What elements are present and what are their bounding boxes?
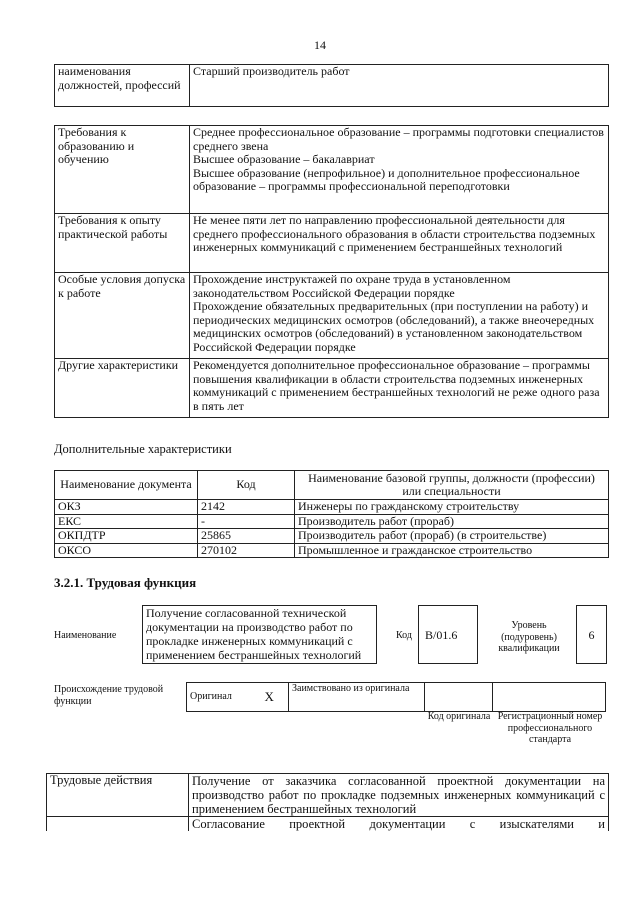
req-label-other: Другие характеристики xyxy=(55,359,190,418)
col-header-group: Наименование базовой группы, должности (профессии) или специальности xyxy=(295,471,609,500)
req-line: Рекомендуется дополнительное профессиональное образование – программы повышения квалификации в области строительства подземных инженерных коммуникаций с применением бестраншейных технологий не реже одного раза в пять лет xyxy=(193,358,600,413)
table-row xyxy=(47,817,609,832)
table-cell: Инженеры по гражданскому строительству xyxy=(295,500,609,515)
actions-label: Трудовые действия xyxy=(47,774,189,817)
req-value-other xyxy=(190,359,609,418)
table-row xyxy=(187,683,606,712)
req-line: Высшее образование (непрофильное) и дополнительное профессиональное образование – программы профессиональной переподготовки xyxy=(193,165,580,193)
action-item: Получение от заказчика согласованной проектной документации на производство работ по прокладке подземных инженерных коммуникаций с применением бестраншейных технологий xyxy=(189,774,609,817)
function-name-box: Получение согласованной технической документации на производство работ по прокладке инженерных коммуникаций с применением бестраншейных технологий xyxy=(142,605,377,664)
actions-table xyxy=(46,773,609,831)
req-line: Прохождение обязательных предварительных (при поступлении на работу) и периодических медицинских осмотров (обследований), а также внеочередных медицинских осмотров (обследований) в установленном законодательством Российской Федерации порядке xyxy=(193,299,595,354)
code-orig-cell xyxy=(425,683,493,712)
actions-label-cont xyxy=(47,817,189,832)
table-row xyxy=(55,500,609,515)
table-cell: Промышленное и гражданское строительство xyxy=(295,543,609,558)
requirements-table xyxy=(54,125,609,418)
position-names-label: наименования должностей, профессий xyxy=(55,65,190,107)
table-row xyxy=(55,514,609,529)
function-heading: 3.2.1. Трудовая функция xyxy=(54,575,197,590)
original-label: Оригинал xyxy=(187,683,251,712)
req-label-education: Требования к образованию и обучению xyxy=(55,126,190,214)
level-value-box: 6 xyxy=(576,605,607,664)
table-row xyxy=(55,359,609,418)
code-label: Код xyxy=(396,630,412,641)
table-cell: ОКСО xyxy=(55,543,198,558)
page-number: 14 xyxy=(314,38,326,52)
position-names-table xyxy=(54,64,609,107)
table-cell: ОКПДТР xyxy=(55,529,198,544)
table-header-row xyxy=(55,471,609,500)
req-line: Высшее образование – бакалавриат xyxy=(193,152,375,166)
original-mark: X xyxy=(251,683,289,712)
action-item: Согласование проектной документации с изыскателями и xyxy=(189,817,609,832)
table-cell: 2142 xyxy=(198,500,295,515)
reg-number-label: Регистрационный номер профессионального стандарта xyxy=(497,711,603,745)
req-label-admission: Особые условия допуска к работе xyxy=(55,273,190,359)
code-value-box: В/01.6 xyxy=(418,605,478,664)
table-row xyxy=(55,214,609,273)
additional-title: Дополнительные характеристики xyxy=(54,442,232,456)
table-cell: ЕКС xyxy=(55,514,198,529)
table-row xyxy=(55,126,609,214)
table-row xyxy=(55,65,609,107)
req-value-experience xyxy=(190,214,609,273)
table-row xyxy=(55,543,609,558)
additional-table xyxy=(54,470,609,558)
table-row xyxy=(55,273,609,359)
borrowed-label: Заимствовано из оригинала xyxy=(289,683,425,712)
reg-number-cell xyxy=(493,683,606,712)
table-cell: Производитель работ (прораб) (в строительстве) xyxy=(295,529,609,544)
table-row xyxy=(47,774,609,817)
table-row xyxy=(55,529,609,544)
col-header-document: Наименование документа xyxy=(55,471,198,500)
table-cell: 25865 xyxy=(198,529,295,544)
origin-table xyxy=(186,682,606,712)
code-orig-label: Код оригинала xyxy=(427,711,491,722)
level-label: Уровень (подуровень) квалификации xyxy=(498,620,560,654)
name-label: Наименование xyxy=(54,630,117,641)
origin-label: Происхождение трудовой функции xyxy=(54,684,164,707)
req-line: Прохождение инструктажей по охране труда в установленном законодательством Российской Федерации порядке xyxy=(193,272,511,300)
table-cell: - xyxy=(198,514,295,529)
req-value-education xyxy=(190,126,609,214)
table-cell: ОКЗ xyxy=(55,500,198,515)
req-label-experience: Требования к опыту практической работы xyxy=(55,214,190,273)
req-line: Не менее пяти лет по направлению профессиональной деятельности для среднего профессионального образования в области строительства подземных инженерных коммуникаций с применением бестраншейных технологий xyxy=(193,213,596,254)
table-cell: 270102 xyxy=(198,543,295,558)
req-line: Среднее профессиональное образование – программы подготовки специалистов среднего звена xyxy=(193,125,604,153)
table-cell: Производитель работ (прораб) xyxy=(295,514,609,529)
position-names-value: Старший производитель работ xyxy=(190,65,609,107)
col-header-code: Код xyxy=(198,471,295,500)
req-value-admission xyxy=(190,273,609,359)
